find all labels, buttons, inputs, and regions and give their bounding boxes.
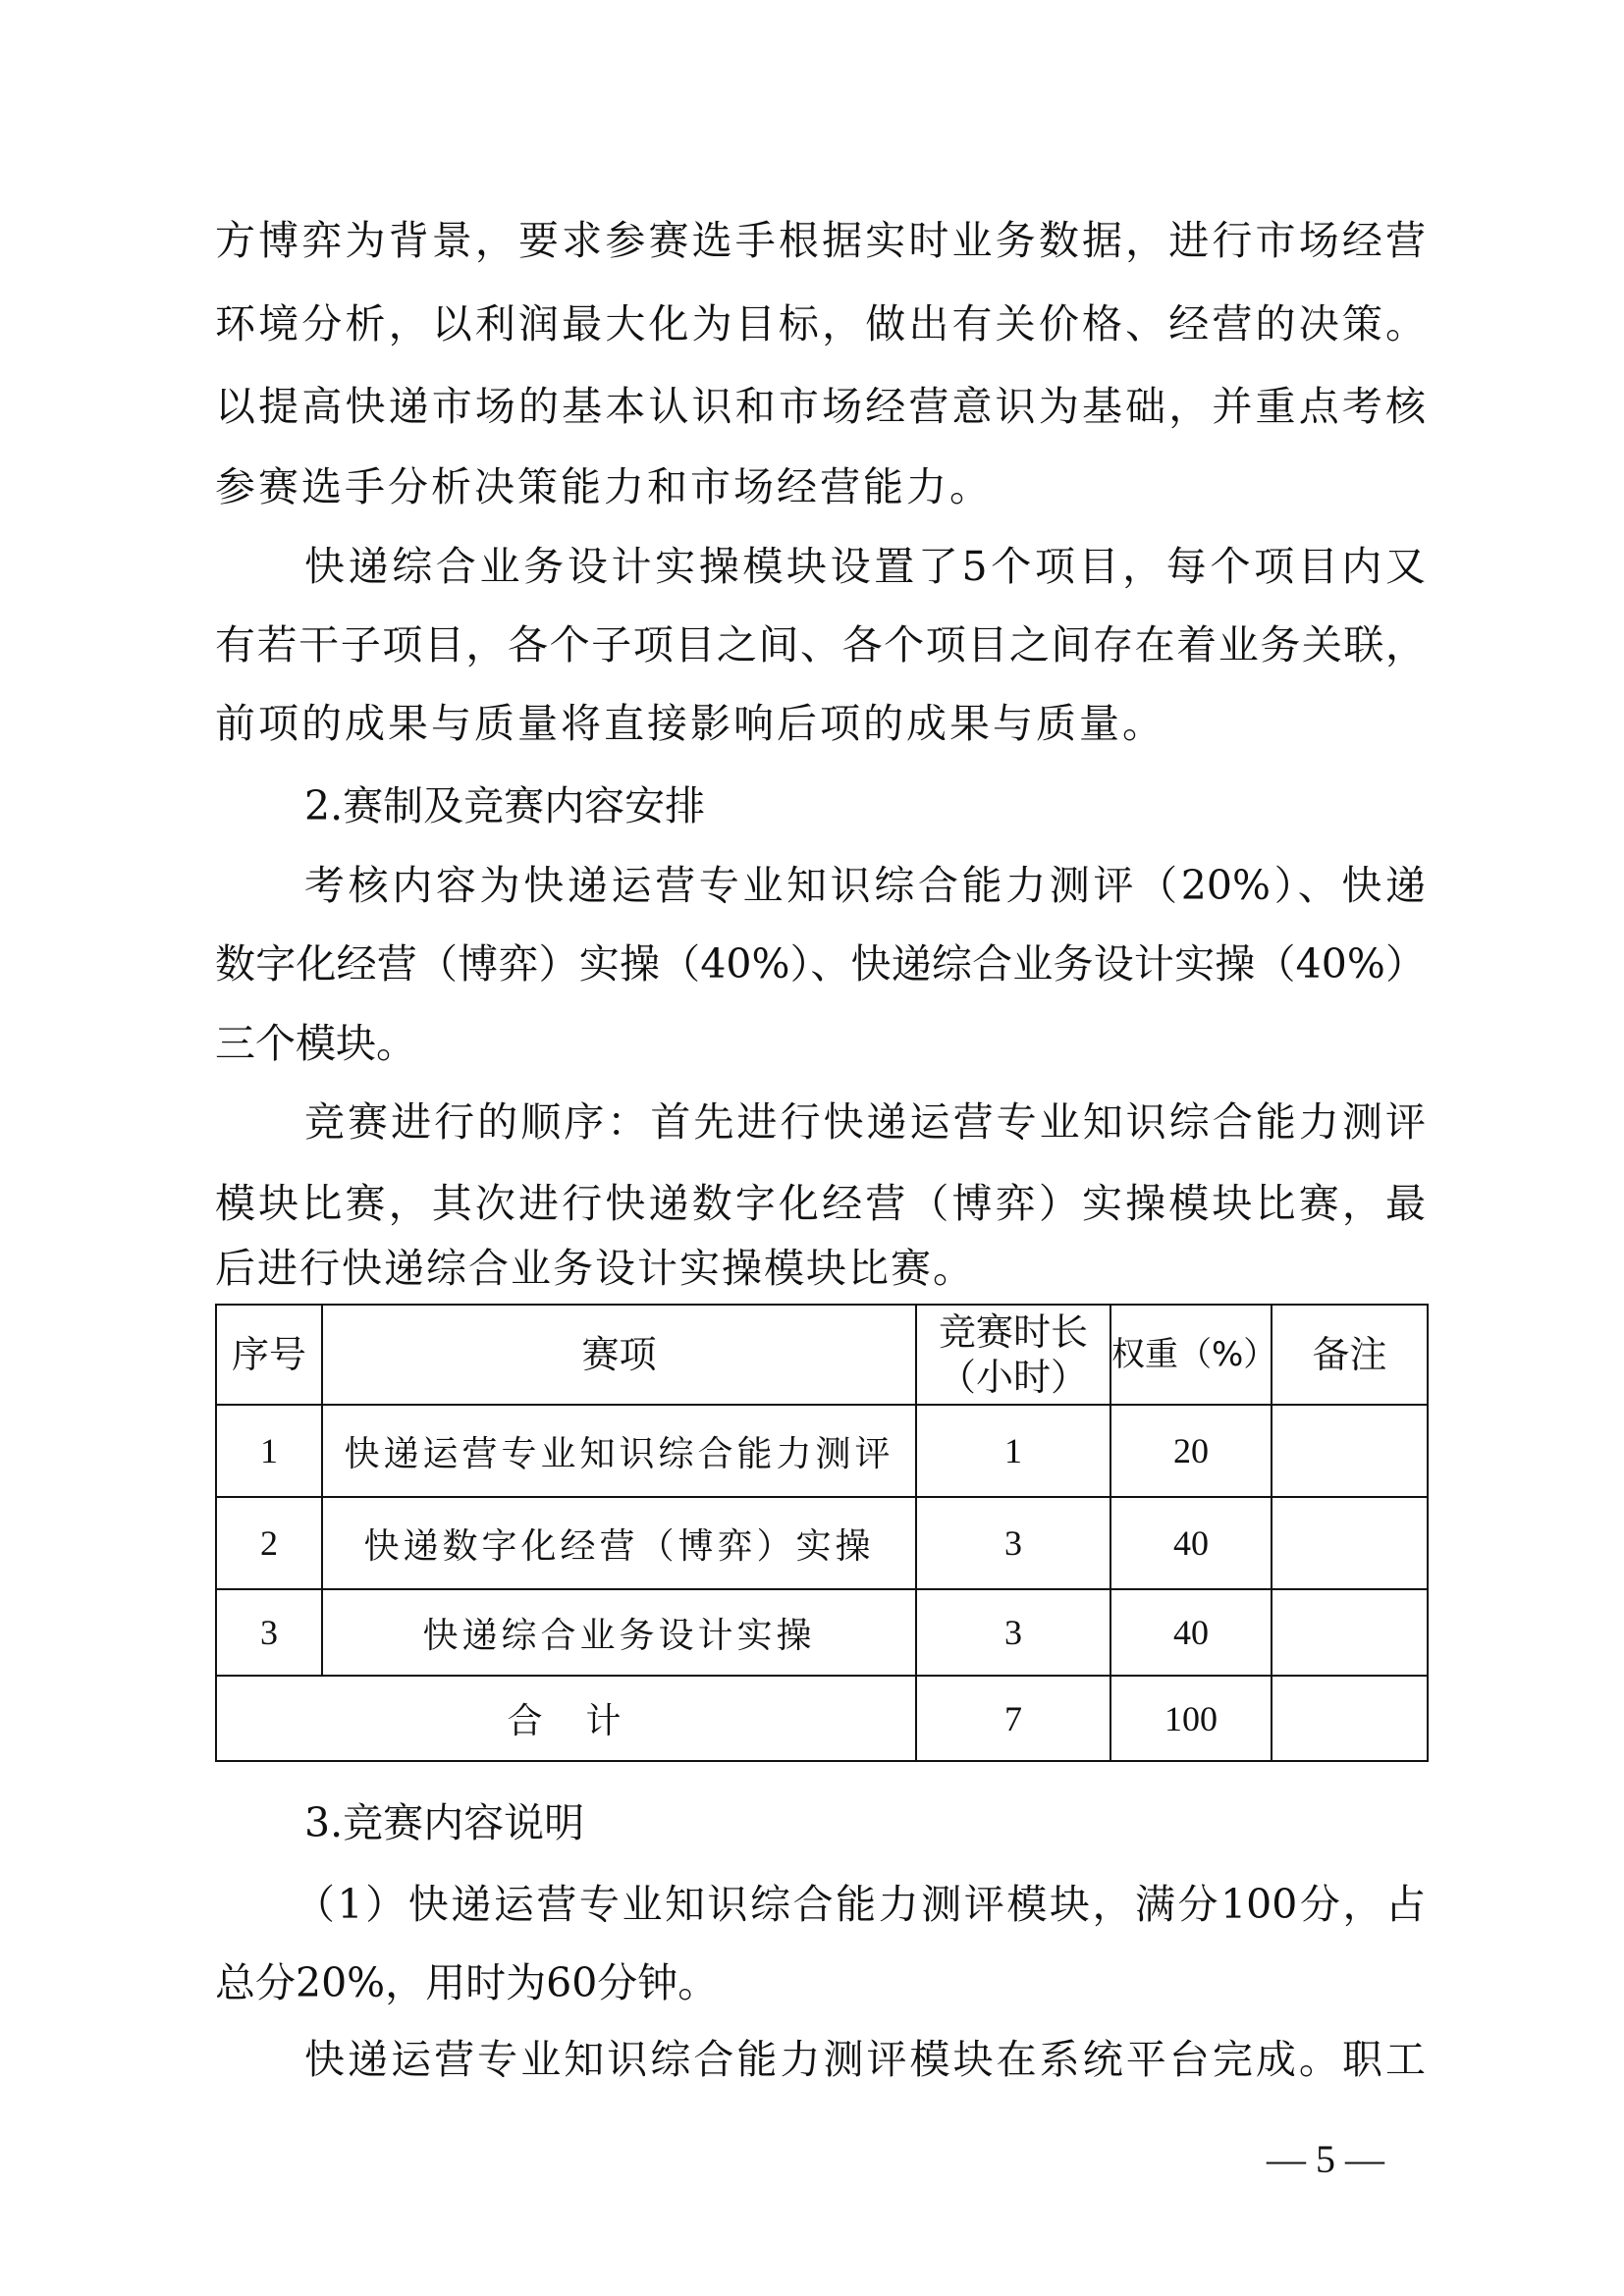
section-heading: 2.赛制及竞赛内容安排 [304, 782, 706, 829]
table-total-row [216, 1676, 1428, 1761]
table-row [216, 1589, 1428, 1676]
section-heading: 3.竞赛内容说明 [304, 1799, 585, 1846]
header-duration-line2: （小时） [938, 1356, 1088, 1399]
text-line: 竞赛进行的顺序：首先进行快递运营专业知识综合能力测评 [304, 1098, 1426, 1146]
text-line: 有若干子项目，各个子项目之间、各个项目之间存在着业务关联， [215, 621, 1426, 668]
header-duration [916, 1305, 1110, 1405]
header-event: 赛项 [322, 1305, 916, 1405]
table-row [216, 1405, 1428, 1497]
table-row [216, 1497, 1428, 1589]
cell-index: 1 [216, 1405, 322, 1497]
cell-weight: 40 [1110, 1589, 1272, 1676]
header-index: 序号 [216, 1305, 322, 1405]
cell-index: 3 [216, 1589, 322, 1676]
header-remarks: 备注 [1272, 1305, 1428, 1405]
cell-duration: 3 [916, 1497, 1110, 1589]
text-line: 总分20%，用时为60分钟。 [215, 1959, 719, 2006]
cell-event: 快递运营专业知识综合能力测评 [322, 1405, 916, 1497]
cell-total-label: 合 计 [216, 1676, 916, 1761]
cell-remarks [1272, 1497, 1428, 1589]
cell-index: 2 [216, 1497, 322, 1589]
cell-remarks [1272, 1589, 1428, 1676]
text-line: 前项的成果与质量将直接影响后项的成果与质量。 [215, 700, 1165, 747]
cell-weight: 40 [1110, 1497, 1272, 1589]
cell-total-duration: 7 [916, 1676, 1110, 1761]
cell-duration: 1 [916, 1405, 1110, 1497]
text-line: 三个模块。 [215, 1020, 416, 1067]
text-line: 参赛选手分析决策能力和市场经营能力。 [215, 463, 993, 510]
text-line: 模块比赛，其次进行快递数字化经营（博弈）实操模块比赛，最 [215, 1180, 1426, 1227]
text-line: 快递综合业务设计实操模块设置了5个项目，每个项目内又 [304, 543, 1426, 590]
cell-event: 快递综合业务设计实操 [322, 1589, 916, 1676]
text-line: 以提高快递市场的基本认识和市场经营意识为基础，并重点考核 [215, 383, 1426, 430]
table-header-row [216, 1305, 1428, 1405]
text-line: 考核内容为快递运营专业知识综合能力测评（20%）、快递 [304, 862, 1426, 909]
text-line: （1）快递运营专业知识综合能力测评模块，满分100分，占 [295, 1881, 1426, 1928]
text-line: 数字化经营（博弈）实操（40%）、快递综合业务设计实操（40%） [215, 940, 1426, 988]
text-line: 后进行快递综合业务设计实操模块比赛。 [215, 1245, 975, 1292]
schedule-table [215, 1304, 1429, 1762]
header-duration-line1: 竞赛时长 [938, 1310, 1088, 1354]
text-line: 环境分析，以利润最大化为目标，做出有关价格、经营的决策。 [215, 300, 1426, 347]
cell-event: 快递数字化经营（博弈）实操 [322, 1497, 916, 1589]
text-line: 快递运营专业知识综合能力测评模块在系统平台完成。职工 [304, 2036, 1426, 2083]
cell-remarks [1272, 1405, 1428, 1497]
cell-duration: 3 [916, 1589, 1110, 1676]
cell-weight: 20 [1110, 1405, 1272, 1497]
cell-total-weight: 100 [1110, 1676, 1272, 1761]
cell-total-remarks [1272, 1676, 1428, 1761]
page-number: — 5 — [1267, 2137, 1384, 2181]
header-weight: 权重（%） [1110, 1305, 1272, 1405]
text-line: 方博弈为背景，要求参赛选手根据实时业务数据，进行市场经营 [215, 217, 1426, 264]
